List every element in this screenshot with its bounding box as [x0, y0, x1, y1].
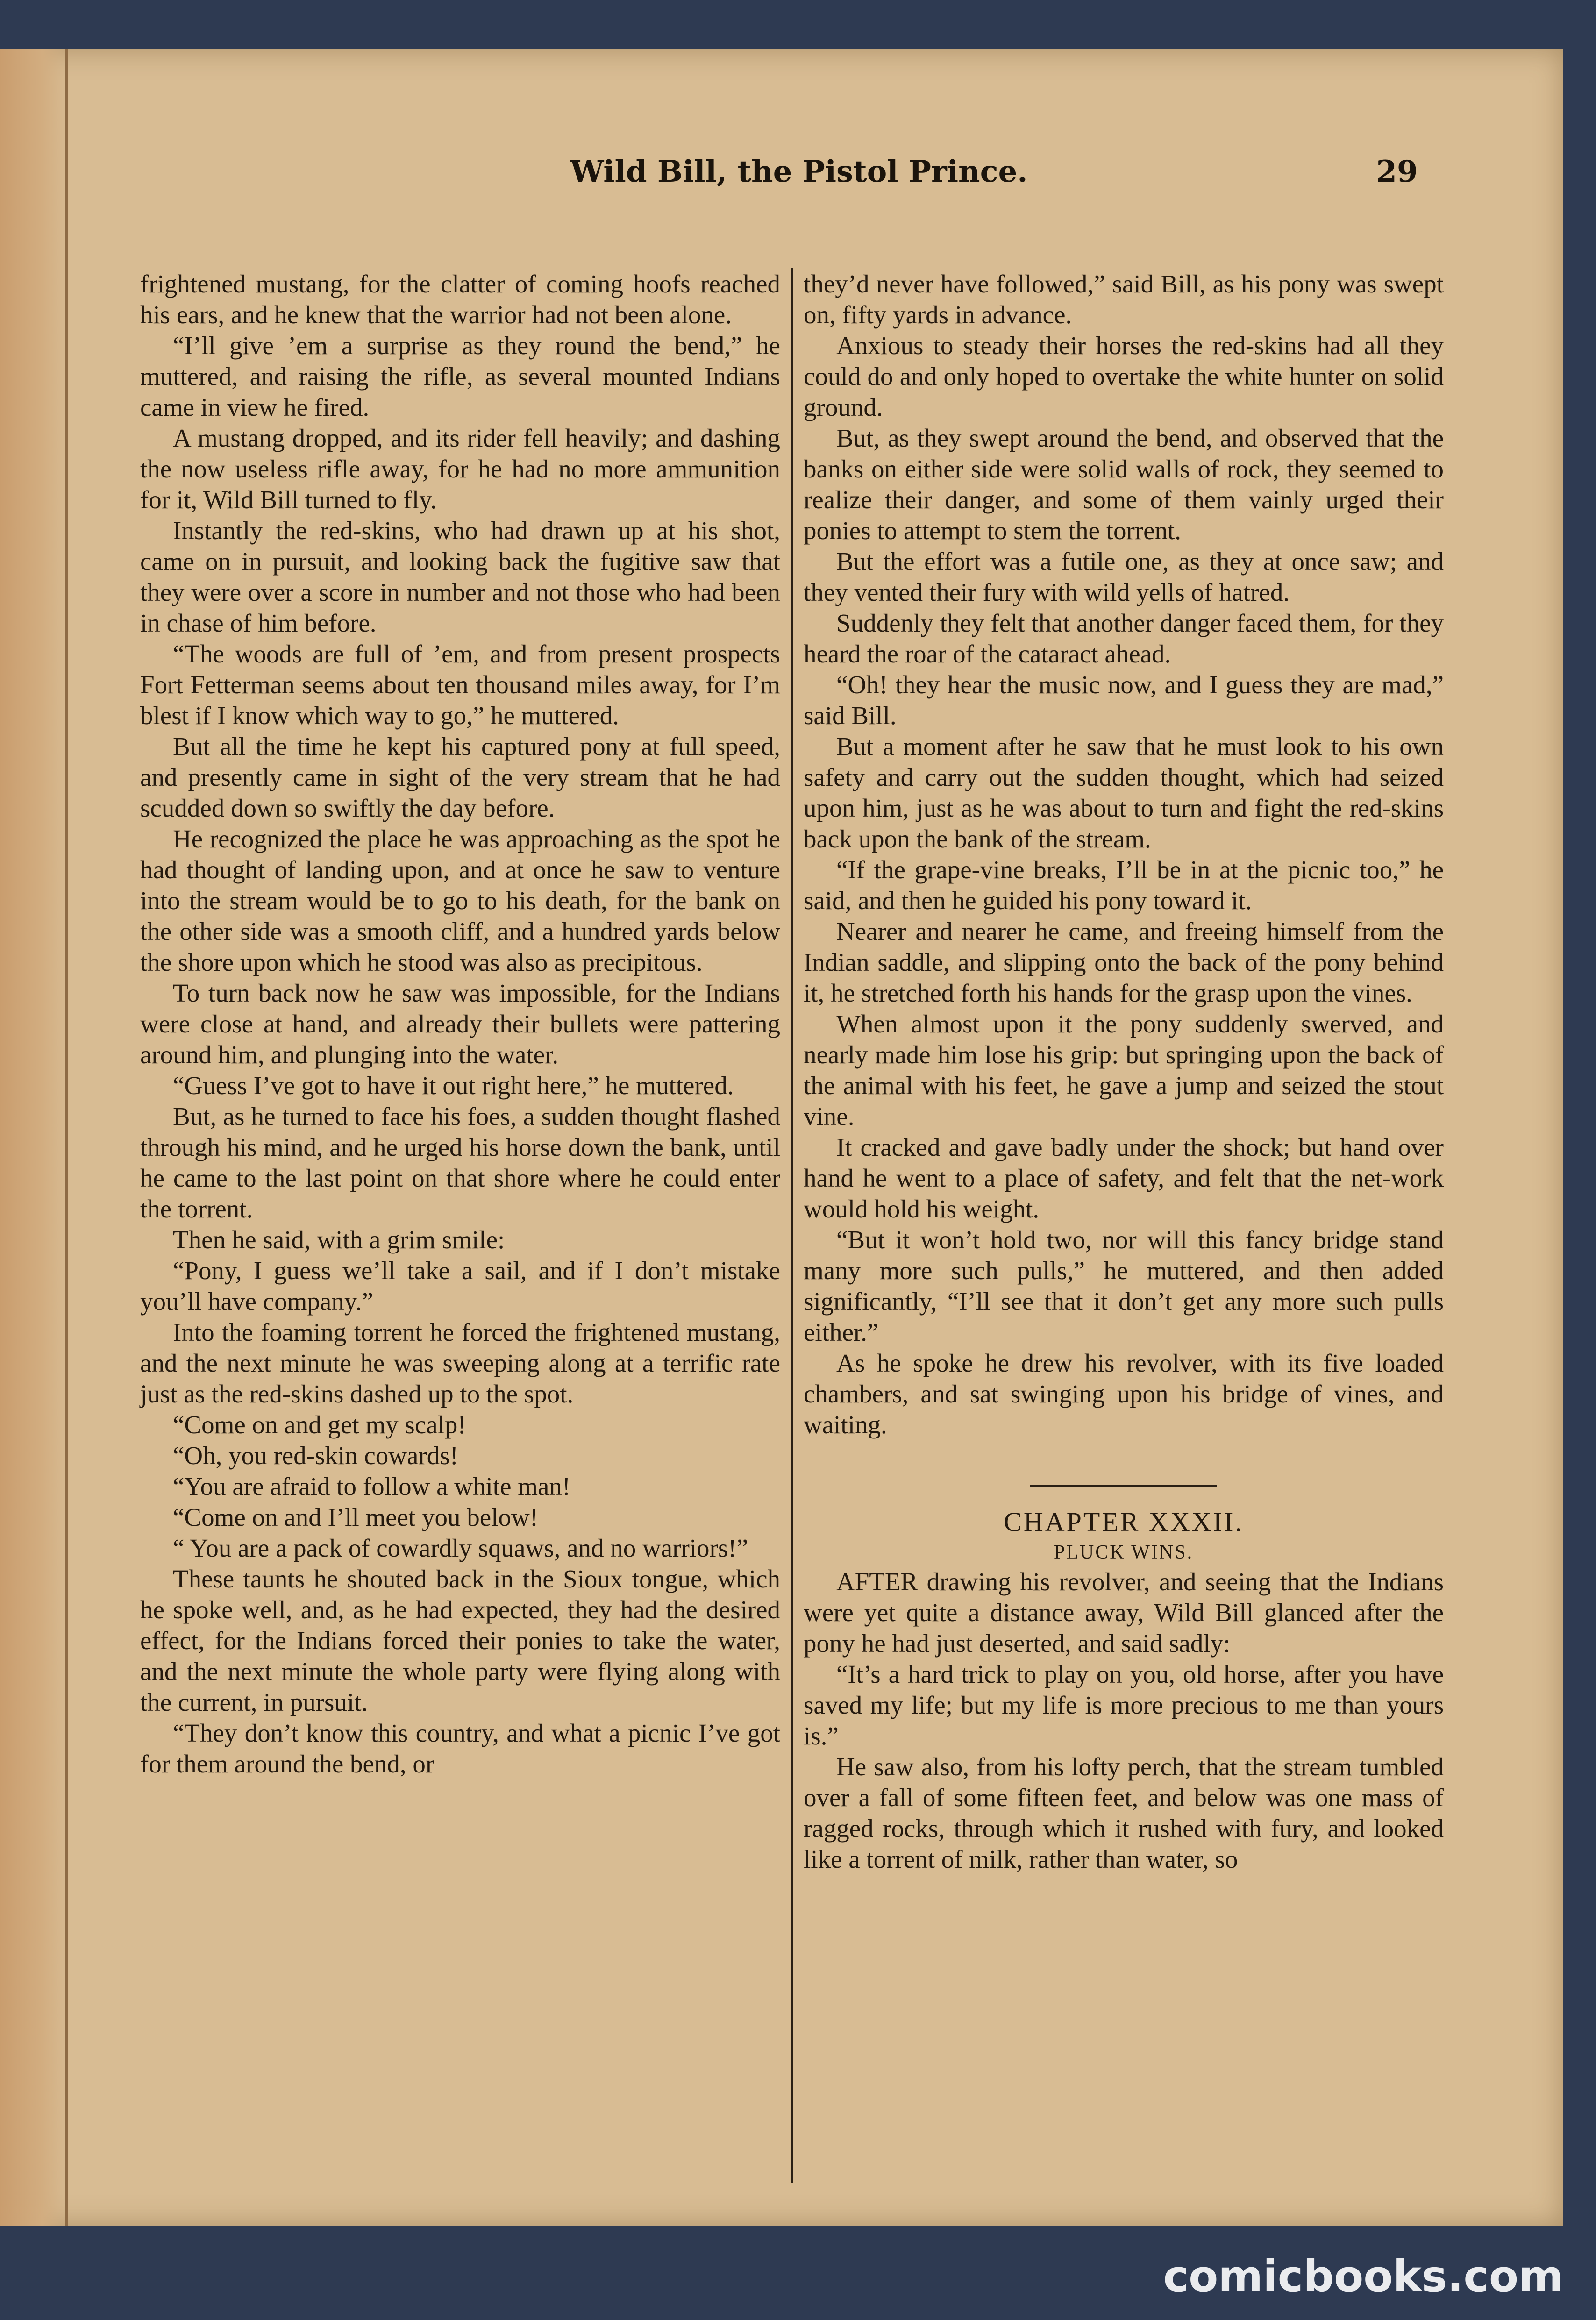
watermark-logo: comicbooks.com: [1163, 2251, 1563, 2301]
right-text-column: [804, 269, 1444, 1875]
paragraph: But, as they swept around the bend, and observed that the banks on either side were solid walls of rock, they seemed to realize their danger, and some of them vainly urged their ponies to attempt to stem the torrent.: [804, 424, 1444, 545]
paragraph: When almost upon it the pony suddenly swerved, and nearly made him lose his grip: but springing upon the back of the animal with his feet, he gave a jump and seized the stout vine.: [804, 1010, 1444, 1131]
chapter-heading: CHAPTER XXXII.: [1004, 1507, 1244, 1537]
paragraph: “You are afraid to follow a white man!: [173, 1472, 571, 1501]
paragraph: “But it won’t hold two, nor will this fancy bridge stand many more such pulls,” he muttered, and then added significantly, “I’ll see that it don’t get any more such pulls either.”: [804, 1225, 1444, 1346]
paragraph: A mustang dropped, and its rider fell heavily; and dashing the now useless rifle away, for he had no more ammunition for it, Wild Bill turned to fly.: [140, 424, 780, 514]
paragraph: But the effort was a futile one, as they at once saw; and they vented their fury with wild yells of hatred.: [804, 547, 1444, 606]
left-text-column: [140, 269, 780, 1779]
paragraph: “The woods are full of ’em, and from present prospects Fort Fetterman seems about ten thousand miles away, for I’m blest if I know which way to go,” he muttered.: [140, 640, 780, 730]
paragraph: Nearer and nearer he came, and freeing himself from the Indian saddle, and slipping onto the back of the pony behind it, he stretched forth his hands for the grasp upon the vines.: [804, 917, 1444, 1007]
paragraph: Anxious to steady their horses the red-skins had all they could do and only hoped to overtake the white hunter on solid ground.: [804, 331, 1444, 421]
book-page: [0, 49, 1563, 2226]
paragraph: He recognized the place he was approaching as the spot he had thought of landing upon, and at once he saw to venture into the stream would be to go to his death, for the bank on the other side was a smooth cliff, and a hundred yards below the shore upon which he stood was also as precipitous.: [140, 825, 780, 976]
paragraph: He saw also, from his lofty perch, that the stream tumbled over a fall of some fifteen feet, and below was one mass of ragged rocks, through which it rushed with fury, and looked like a torrent of milk, rather than water, so: [804, 1752, 1444, 1873]
spine-fold: [0, 49, 70, 2226]
paragraph: “Oh! they hear the music now, and I guess they are mad,” said Bill.: [804, 670, 1444, 730]
paragraph: “They don’t know this country, and what a picnic I’ve got for them around the bend, or: [140, 1719, 780, 1778]
page-number: 29: [1376, 154, 1418, 189]
paragraph: But all the time he kept his captured pony at full speed, and presently came in sight of the very stream that he had scudded down so swiftly the day before.: [140, 732, 780, 822]
running-header-title: Wild Bill, the Pistol Prince.: [570, 154, 1028, 189]
right-column-text-before-chapter: [804, 269, 1444, 1440]
paragraph: AFTER drawing his revolver, and seeing that the Indians were yet quite a distance away, Wild Bill glanced after the pony he had just deserted, and said sadly:: [804, 1567, 1444, 1658]
paragraph: “I’ll give ’em a surprise as they round the bend,” he muttered, and raising the rifle, as several mounted Indians came in view he fired.: [140, 331, 780, 421]
paragraph: Instantly the red-skins, who had drawn up at his shot, came on in pursuit, and looking back the fugitive saw that they were over a score in number and not those who had been in chase of him before.: [140, 516, 780, 637]
paragraph: Into the foaming torrent he forced the frightened mustang, and the next minute he was sweeping along at a terrific rate just as the red-skins dashed up to the spot.: [140, 1318, 780, 1408]
column-divider: [791, 268, 793, 2183]
paragraph: Then he said, with a grim smile:: [173, 1225, 505, 1254]
paragraph: But, as he turned to face his foes, a sudden thought flashed through his mind, and he urged his horse down the bank, until he came to the last point on that shore where he could enter the torrent.: [140, 1102, 780, 1223]
paragraph: These taunts he shouted back in the Sioux tongue, which he spoke well, and, as he had expected, they had the desired effect, for the Indians forced their ponies to take the water, and the next minute the whole party were flying along with the current, in pursuit.: [140, 1565, 780, 1716]
paragraph: “It’s a hard trick to play on you, old horse, after you have saved my life; but my life is more precious to me than yours is.”: [804, 1660, 1444, 1750]
paragraph: As he spoke he drew his revolver, with its five loaded chambers, and sat swinging upon his bridge of vines, and waiting.: [804, 1349, 1444, 1439]
spine-edge: [65, 49, 68, 2226]
paragraph: “Come on and get my scalp!: [173, 1410, 466, 1439]
paragraph: “Oh, you red-skin cowards!: [173, 1441, 458, 1470]
paragraph: It cracked and gave badly under the shock; but hand over hand he went to a place of safety, and felt that the net-work would hold his weight.: [804, 1133, 1444, 1223]
paragraph: frightened mustang, for the clatter of coming hoofs reached his ears, and he knew that the warrior had not been alone.: [140, 270, 780, 329]
paragraph: “ You are a pack of cowardly squaws, and no warriors!”: [173, 1534, 748, 1562]
paragraph: To turn back now he saw was impossible, for the Indians were close at hand, and already their bullets were pattering around him, and plunging into the water.: [140, 979, 780, 1069]
chapter-subtitle: PLUCK WINS.: [1054, 1542, 1194, 1563]
paragraph: they’d never have followed,” said Bill, as his pony was swept on, fifty yards in advance.: [804, 270, 1444, 329]
paragraph: “If the grape-vine breaks, I’ll be in at the picnic too,” he said, and then he guided his pony toward it.: [804, 855, 1444, 915]
chapter-rule: [1030, 1485, 1217, 1487]
paragraph: “Pony, I guess we’ll take a sail, and if I don’t mistake you’ll have company.”: [140, 1256, 780, 1316]
paragraph: Suddenly they felt that another danger faced them, for they heard the roar of the cataract ahead.: [804, 609, 1444, 668]
paragraph: But a moment after he saw that he must look to his own safety and carry out the sudden thought, which had seized upon him, just as he was about to turn and fight the red-skins back upon the bank of the stream.: [804, 732, 1444, 853]
right-column-text-after-chapter: [804, 1566, 1444, 1875]
paragraph: “Come on and I’ll meet you below!: [173, 1503, 539, 1531]
paragraph: “Guess I’ve got to have it out right here,” he muttered.: [173, 1071, 734, 1100]
